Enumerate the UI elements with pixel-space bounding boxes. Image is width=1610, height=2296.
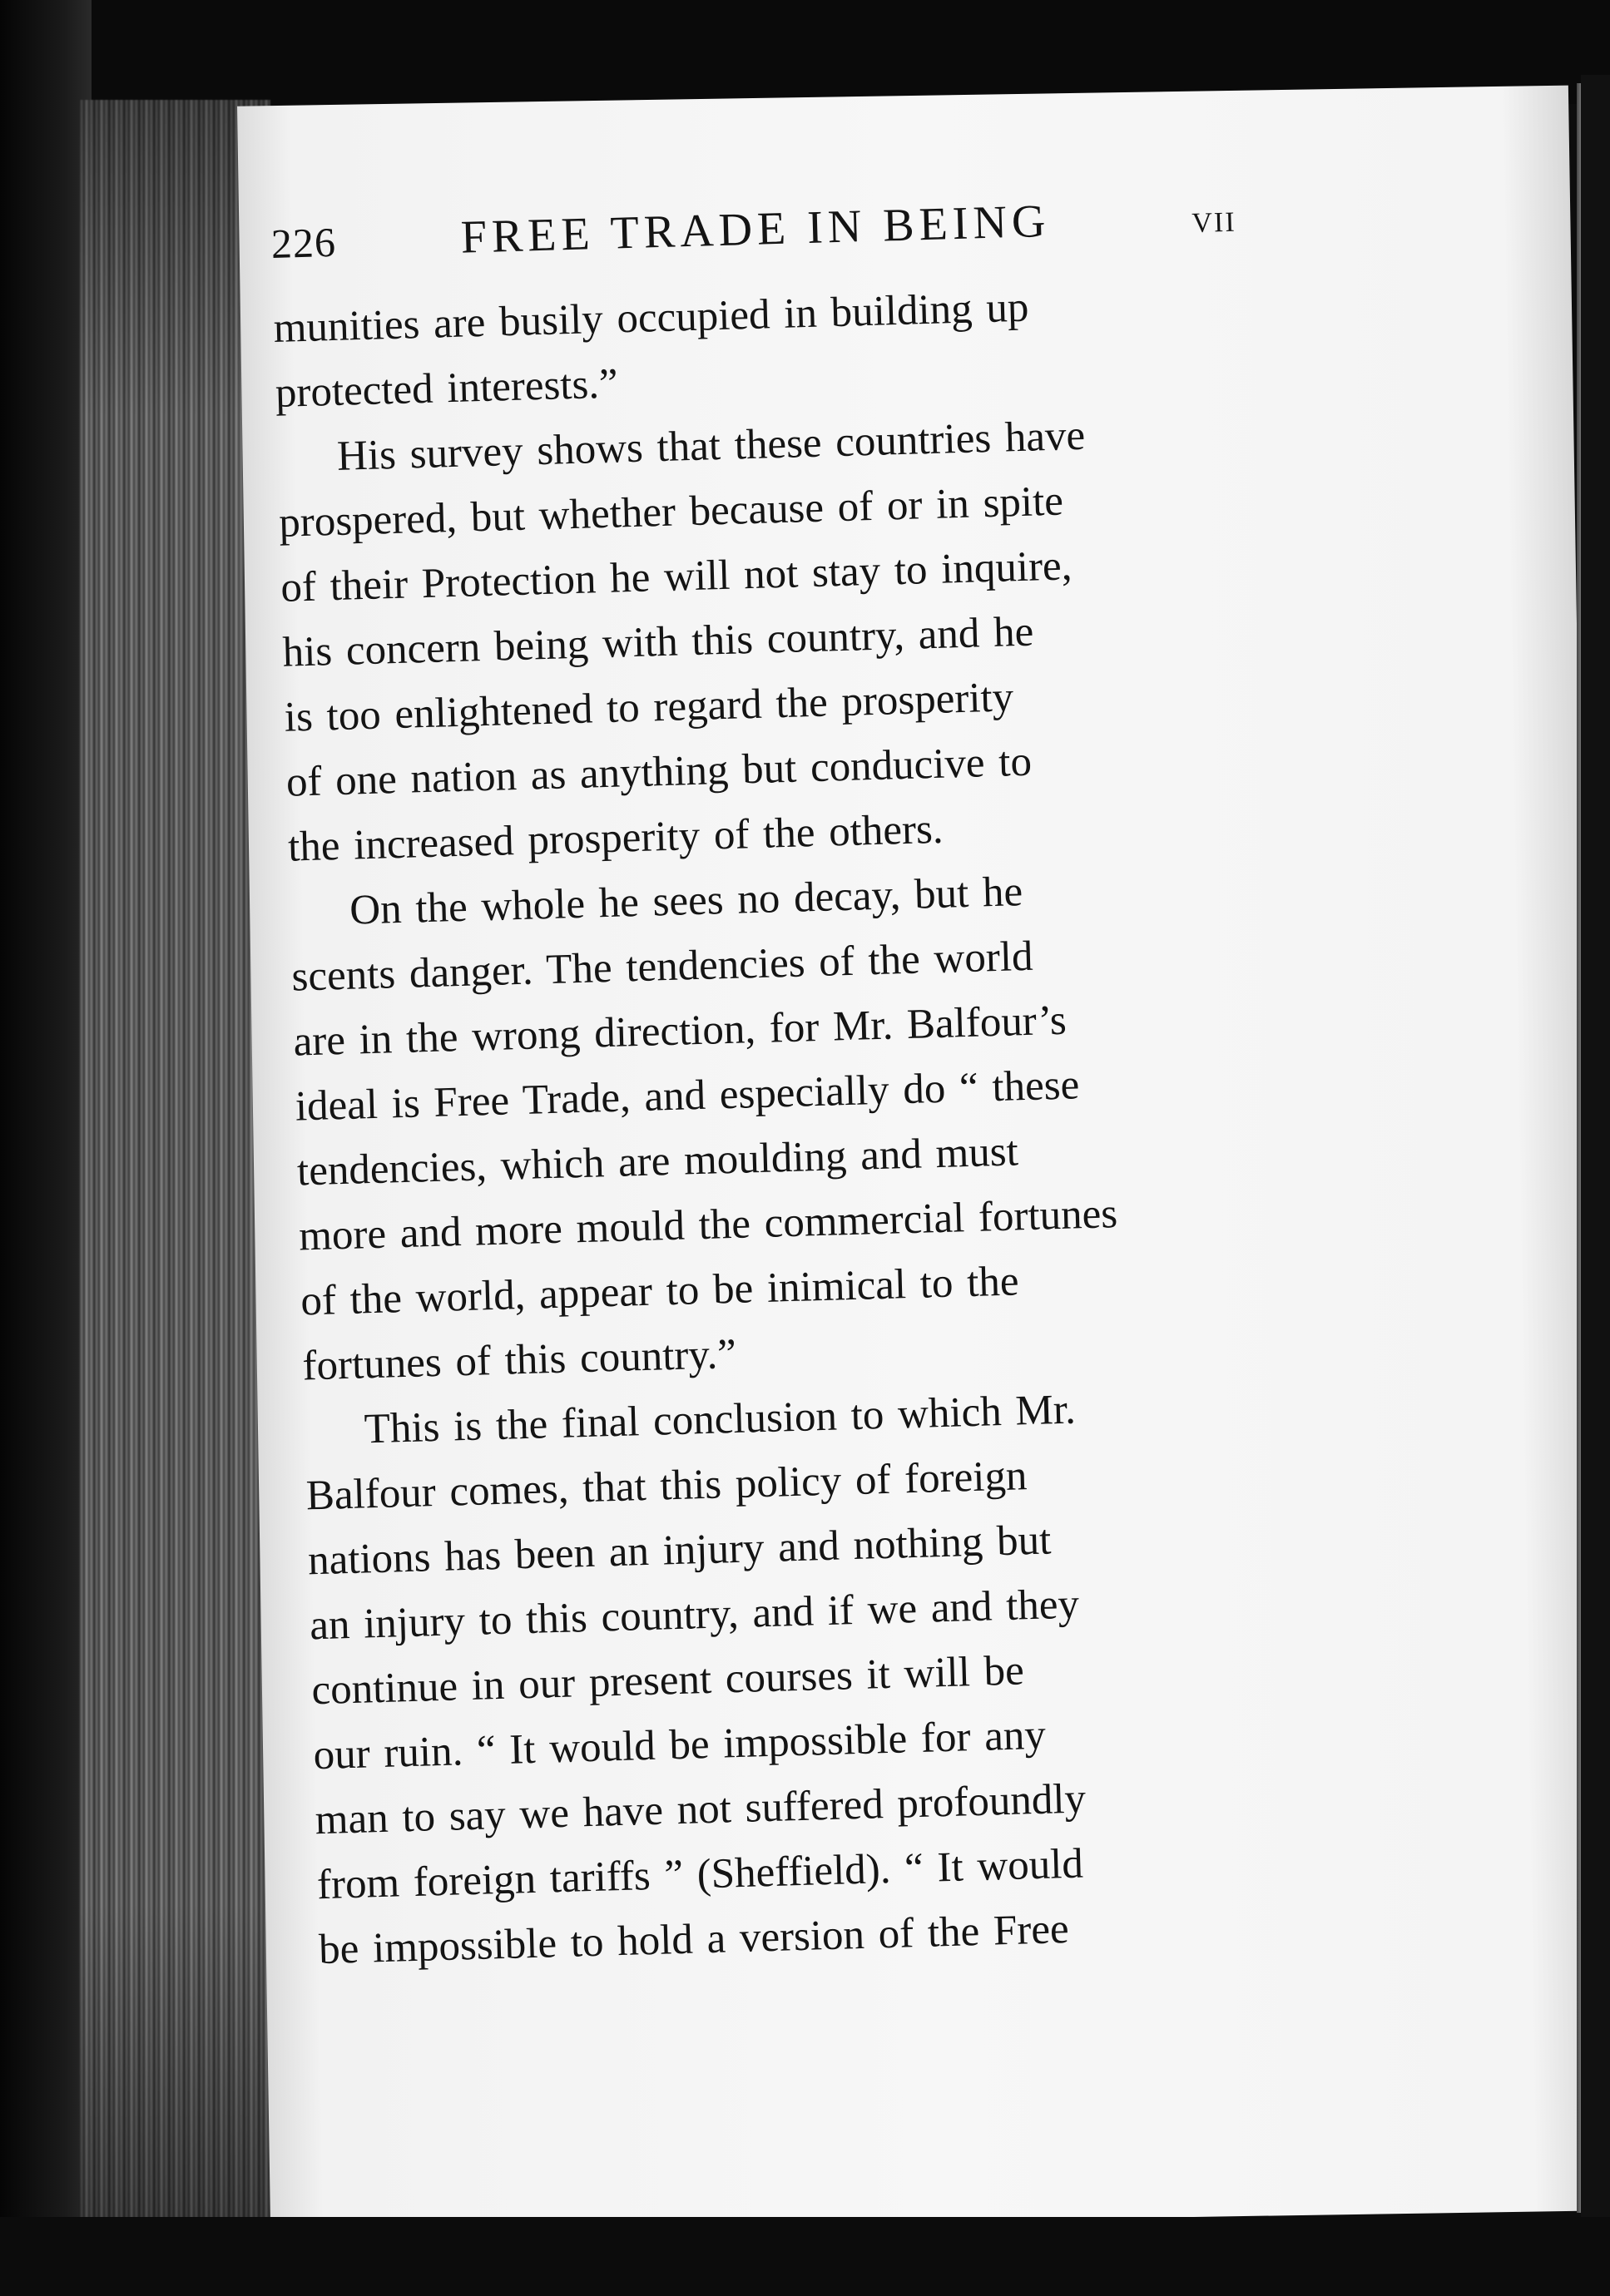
text-line: from foreign tariffs ” (Sheffield). “ It would	[316, 1840, 1084, 1909]
text-line: an injury to this country, and if we and they	[309, 1581, 1080, 1650]
text-line: nations has been an injury and nothing but	[307, 1517, 1053, 1585]
text-line: is too enlightened to regard the prosperity	[284, 674, 1014, 741]
text-line: his concern being with this country, and he	[281, 608, 1034, 676]
paragraph	[289, 853, 1268, 1398]
paragraph	[304, 1372, 1285, 1982]
text-line: munities are busily occupied in building up	[272, 284, 1030, 352]
text-line: Balfour comes, that this policy of foreign	[305, 1452, 1028, 1520]
text-line: His survey shows that these countries have	[336, 412, 1086, 480]
text-line: continue in our present courses it will be	[310, 1647, 1025, 1715]
text-line: On the whole he sees no decay, but he	[349, 868, 1023, 934]
left-background	[0, 0, 92, 2296]
text-line: fortunes of this country.”	[301, 1330, 737, 1390]
text-line: more and more mould the commercial fortunes	[298, 1190, 1118, 1260]
text-line: man to say we have not suffered profoundly	[315, 1775, 1087, 1844]
paragraph	[276, 399, 1254, 880]
text-line: are in the wrong direction, for Mr. Balfour’s	[292, 997, 1068, 1066]
right-background	[1581, 75, 1610, 2238]
text-line: of the world, appear to be inimical to the	[300, 1258, 1020, 1325]
body-text	[273, 270, 1285, 1983]
chapter-number: VII	[1191, 206, 1237, 240]
text-line: our ruin. “ It would be impossible for any	[312, 1711, 1047, 1779]
text-line: protected interests.”	[275, 360, 619, 417]
text-line: scents danger. The tendencies of the world	[290, 933, 1034, 1001]
text-line: of their Protection he will not stay to inquire,	[280, 542, 1073, 611]
text-line: tendencies, which are moulding and must	[296, 1128, 1019, 1195]
page-content	[270, 190, 1285, 1983]
bottom-background	[0, 2217, 1610, 2296]
text-line: be impossible to hold a version of the Free	[318, 1906, 1070, 1974]
page-number: 226	[270, 218, 337, 267]
running-head-title: FREE TRADE IN BEING	[459, 195, 1052, 264]
text-line: This is the final conclusion to which Mr.	[363, 1386, 1077, 1453]
text-line: ideal is Free Trade, and especially do “ these	[295, 1061, 1080, 1131]
text-line: prospered, but whether because of or in spite	[278, 478, 1064, 547]
text-line: the increased prosperity of the others.	[287, 805, 944, 871]
text-line: of one nation as anything but conducive to	[285, 738, 1033, 806]
